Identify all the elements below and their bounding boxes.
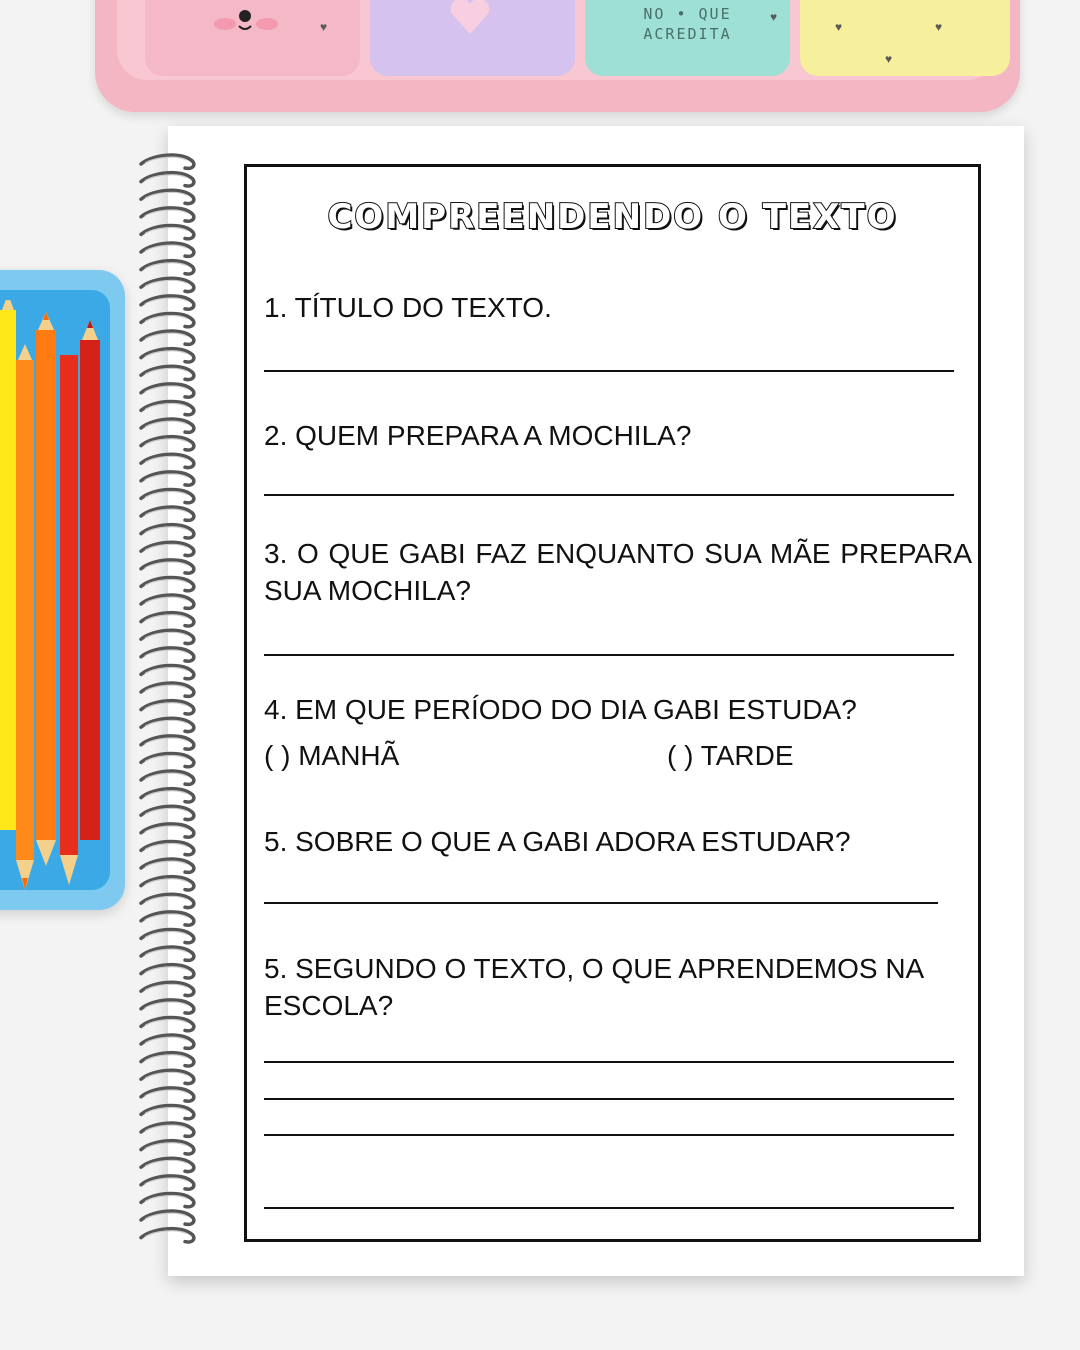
answer-line[interactable]	[264, 1061, 954, 1063]
question-4: 4. EM QUE PERÍODO DO DIA GABI ESTUDA?	[264, 694, 857, 725]
heart-icon: ♥	[770, 10, 778, 24]
question-3: 3. O QUE GABI FAZ ENQUANTO SUA MÃE PREPARA SUA MOCHILA?	[264, 538, 972, 606]
lilac-cup	[370, 0, 575, 76]
bear-face-icon	[205, 0, 285, 40]
answer-line[interactable]	[264, 1098, 954, 1100]
question-5: 5. SOBRE O QUE A GABI ADORA ESTUDAR?	[264, 826, 851, 857]
heart-icon: ♥	[320, 20, 328, 34]
option-afternoon[interactable]: ( ) TARDE	[667, 740, 794, 771]
answer-line[interactable]	[264, 494, 954, 496]
colored-pencils-icon	[0, 300, 114, 900]
heart-icon: ♥	[835, 20, 843, 34]
answer-line[interactable]	[264, 654, 954, 656]
worksheet-title: COMPREENDENDO O TEXTO	[327, 197, 898, 237]
question-6: 5. SEGUNDO O TEXTO, O QUE APRENDEMOS NA ESCOLA?	[264, 953, 923, 1021]
heart-icon: ♥	[935, 20, 943, 34]
question-2: 2. QUEM PREPARA A MOCHILA?	[264, 420, 692, 451]
spiral-binding-icon	[133, 150, 203, 1260]
pink-cup	[145, 0, 360, 76]
yellow-cup	[800, 0, 1010, 76]
cup-text: NO • QUE ACREDITA	[643, 5, 732, 43]
answer-line[interactable]	[264, 1207, 954, 1209]
option-morning[interactable]: ( ) MANHÃ	[264, 740, 400, 771]
answer-line[interactable]	[264, 370, 954, 372]
question-1: 1. TÍTULO DO TEXTO.	[264, 292, 552, 323]
mint-cup	[585, 0, 790, 76]
heart-icon	[448, 0, 492, 36]
worksheet	[244, 164, 981, 1242]
answer-line[interactable]	[264, 902, 938, 904]
answer-line[interactable]	[264, 1134, 954, 1136]
heart-icon: ♥	[885, 52, 893, 66]
